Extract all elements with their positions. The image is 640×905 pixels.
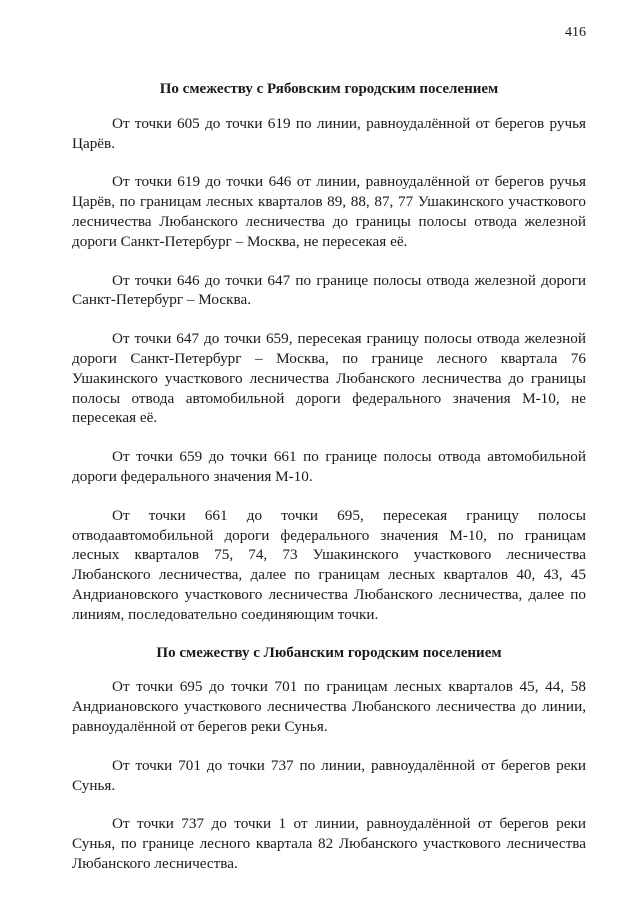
paragraph: От точки 695 до точки 701 по границам лесных кварталов 45, 44, 58 Андриановского участкового лесничества Любанского лесничества до линии, равноудалённой от берегов реки Сунья. xyxy=(72,678,586,735)
paragraph: От точки 701 до точки 737 по линии, равноудалённой от берегов реки Сунья. xyxy=(72,756,586,794)
paragraph: От точки 659 до точки 661 по границе полосы отвода автомобильной дороги федерального значения М-10. xyxy=(72,448,586,485)
paragraph: От точки 647 до точки 659, пересекая границу полосы отвода железной дороги Санкт-Петербург – Москва, по границе лесного квартала 76 Ушакинского участкового лесничества Любанского лесничества до границы полосы отвода автомобильной дороги федерального значения М-10, не пересекая её. xyxy=(72,330,586,427)
paragraph: От точки 646 до точки 647 по границе полосы отвода железной дороги Санкт-Петербург – Москва. xyxy=(72,271,586,309)
paragraph: От точки 661 до точки 695, пересекая границу полосы отводаавтомобильной дороги федерального значения М-10, по границам лесных кварталов 75, 74, 73 Ушакинского участкового лесничества Любанского лесничества, далее по границам лесных кварталов 40, 43, 45 Андриановского участкового лесничества Любанского лесничества, далее по линиям, последовательно соединяющим точки. xyxy=(72,506,586,623)
section-heading-ryabovskoe: По смежеству с Рябовским городским поселением xyxy=(159,81,499,97)
section-heading-lyubanskoe: По смежеству с Любанским городским поселением xyxy=(156,644,502,661)
paragraph: От точки 737 до точки 1 от линии, равноудалённой от берегов реки Сунья, по границе лесного квартала 82 Любанского участкового лесничества Любанского лесничества. xyxy=(72,815,586,872)
paragraph: От точки 619 до точки 646 от линии, равноудалённой от берегов ручья Царёв, по границам лесных кварталов 89, 88, 87, 77 Ушакинского участкового лесничества Любанского лесничества до границы полосы отвода железной дороги Санкт-Петербург – Москва, не пересекая её. xyxy=(72,173,586,250)
page-number: 416 xyxy=(565,25,586,40)
paragraph: От точки 605 до точки 619 по линии, равноудалённой от берегов ручья Царёв. xyxy=(72,114,586,152)
document-body xyxy=(72,80,586,893)
